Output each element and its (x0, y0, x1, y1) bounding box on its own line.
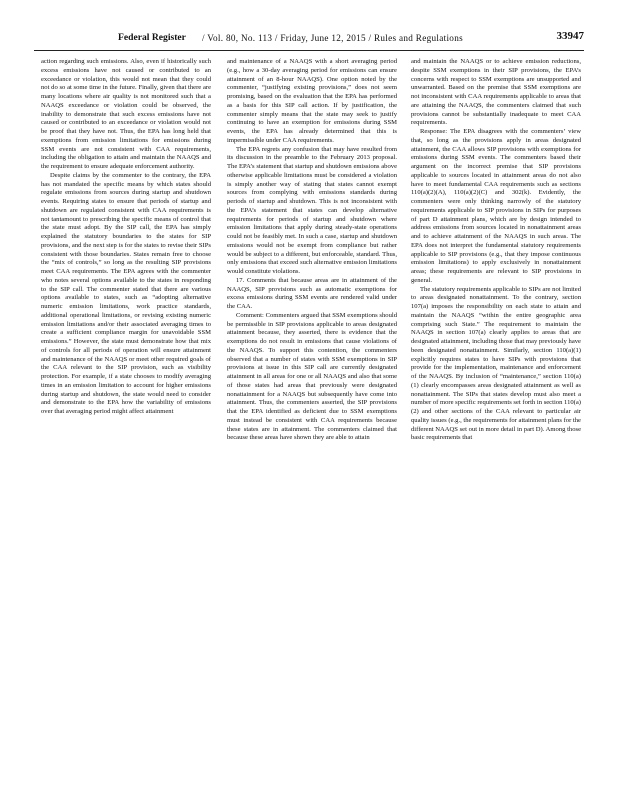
paragraph: Comment: Commenters argued that SSM exemptions should be permissible in SIP provisions applicable to areas designated attainment because, they asserted, there is evidence that the exemptions do not result in emissions that cause violations of the NAAQS. To support this contention, the commenters observed that a number of states with SSM exemptions in SIP provisions at issue in this SIP call are currently designated attainment in all areas for one or all NAAQS and also that some of those states had areas that previously were designated nonattainment for a NAAQS but subsequently have come into attainment. Thus, the commenters asserted, the SIP provisions that the EPA identified as deficient due to SSM exemptions must instead be consistent with CAA requirements because these states are in attainment. The commenters claimed that because these areas have shown they are able to attain (227, 311, 397, 442)
text-column-1 (41, 58, 211, 764)
header-rule (34, 50, 584, 51)
paragraph: The EPA regrets any confusion that may have resulted from its discussion in the preamble to the February 2013 proposal. The EPA’s statement that startup and shutdown emissions above otherwise applicable limitations must be considered a violation is simply another way of stating that states cannot exempt sources from complying with emissions standards during periods of startup and shutdown. This is not inconsistent with the EPA’s statement that states can develop alternative requirements for periods of startup and shutdown where emission limitations that apply during steady-state operations could not be feasibly met. In such a case, startup and shutdown emissions would not be exempt from compliance but rather would be subject to a different, but enforceable, standard. Thus, only emissions that exceed such alternative emission limitations would constitute violations. (227, 145, 397, 275)
text-column-2 (227, 58, 397, 764)
paragraph: Despite claims by the commenter to the contrary, the EPA has not mandated the specific means by which states should regulate emissions from sources during startup and shutdown events. Requiring states to ensure that periods of startup and shutdown are regulated consistent with CAA requirements is not tantamount to prescribing the specific means of control that the state must adopt. By the SIP call, the EPA has simply explained the statutory boundaries to the states for SIP provisions, and the next step is for the states to revise their SIPs consistent with those boundaries. States remain free to choose the “mix of controls,” so long as the resulting SIP provisions meet CAA requirements. The EPA agrees with the commenter who notes several options available to the states in responding to the SIP call. The commenter stated that there are various options available to states, such as “adopting alternative numeric emission limitations, work practice standards, additional operational limitations, or revising existing numeric emission limitations and/or their associated averaging times to create a sufficient compliance margin for unavoidable SSM emissions.” However, the state must demonstrate how that mix of controls for all periods of operation will ensure attainment and maintenance of the NAAQS or meet other required goals of the CAA relevant to the SIP provision, such as visibility protection. For example, if a state chooses to modify averaging times in an emission limitation to account for higher emissions during startup and shutdown, the state would need to consider and demonstrate to the EPA how the variability of emissions over that averaging period might affect attainment (41, 171, 211, 415)
text-column-3 (411, 58, 581, 764)
page-number: 33947 (556, 30, 584, 42)
paragraph: Response: The EPA disagrees with the commenters’ view that, so long as the provisions apply in areas designated attainment, the CAA allows SIP provisions with exemptions for emissions during SSM events. The commenters based their argument on the incorrect premise that SIP provisions applicable to sources located in attainment areas do not also have to meet fundamental CAA requirements such as sections 110(a)(2)(A), 110(a)(2)(C) and 302(k). Evidently, the commenters were only thinking narrowly of the statutory requirements applicable to SIP provisions in SIPs for purposes of part D attainment plans, which are by design intended to address emissions from sources located in nonattainment areas and to achieve attainment of the NAAQS in such areas. The EPA does not interpret the fundamental statutory requirements applicable to SIP provisions (e.g., that they impose continuous emission limitations) to apply exclusively in nonattainment areas; these requirements are relevant to SIP provisions in general. (411, 128, 581, 284)
section-heading: 17. Comments that because areas are in attainment of the NAAQS, SIP provisions such as automatic exemptions for excess emissions during SSM events are rendered valid under the CAA. (227, 276, 397, 310)
paragraph: and maintain the NAAQS or to achieve emission reductions, despite SSM exemptions in their SIP provisions, the EPA’s concerns with respect to SSM exemptions are unsupported and unwarranted. Based on the premise that SSM exemptions are not inconsistent with CAA requirements applicable to areas that are attaining the NAAQS, the commenters claimed that such provisions cannot be substantially inadequate to meet CAA requirements. (411, 58, 581, 127)
paragraph: action regarding such emissions. Also, even if historically such excess emissions have not caused or contributed to an exceedance or violation, this would not mean that they could not do so at some time in the future. Finally, given that there are many locations where air quality is not monitored such that a NAAQS exceedance or violation could be observed, the inability to demonstrate that such excess emissions have not caused or contributed to an exceedance or violation would not be proof that they have not. Thus, the EPA has long held that exemptions from emission limitations for emissions during SSM events are not consistent with CAA requirements, including the obligation to attain and maintain the NAAQS and the requirement to ensure adequate enforcement authority. (41, 58, 211, 170)
page-header (34, 30, 584, 48)
issue-metadata: / Vol. 80, No. 113 / Friday, June 12, 2015 / Rules and Regulations (202, 33, 463, 43)
paragraph: and maintenance of a NAAQS with a short averaging period (e.g., how a 30-day averaging period for emissions can ensure attainment of an 8-hour NAAQS). One option noted by the commenter, “justifying existing provisions,” does not seem promising, based on the evaluation that the EPA has performed as a basis for this SIP call action. If by justification, the commenter simply means that the state may seek to justify continuing to have an exemption for emissions during SSM events, the EPA has already determined that this is impermissible under CAA requirements. (227, 58, 397, 144)
journal-title: Federal Register (118, 32, 186, 43)
paragraph: The statutory requirements applicable to SIPs are not limited to areas designated nonattainment. To the contrary, section 107(a) imposes the responsibility on each state to attain and maintain the NAAQS “within the entire geographic area comprising such State.” The requirement to maintain the NAAQS in section 107(a) clearly applies to areas that are designated attainment, including those that may previously have been designated nonattainment. Similarly, section 110(a)(1) explicitly requires states to have SIPs with provisions that provide for the implementation, maintenance and enforcement of the NAAQS. By inclusion of “maintenance,” section 110(a)(1) clearly encompasses areas designated attainment as well as nonattainment. The SIPs that states develop must also meet a number of more specific requirements set forth in section 110(a)(2) and other sections of the CAA relevant to particular air quality issues (e.g., the requirements for attainment plans for the different NAAQS set out in more detail in part D). Among those basic requirements that (411, 285, 581, 442)
